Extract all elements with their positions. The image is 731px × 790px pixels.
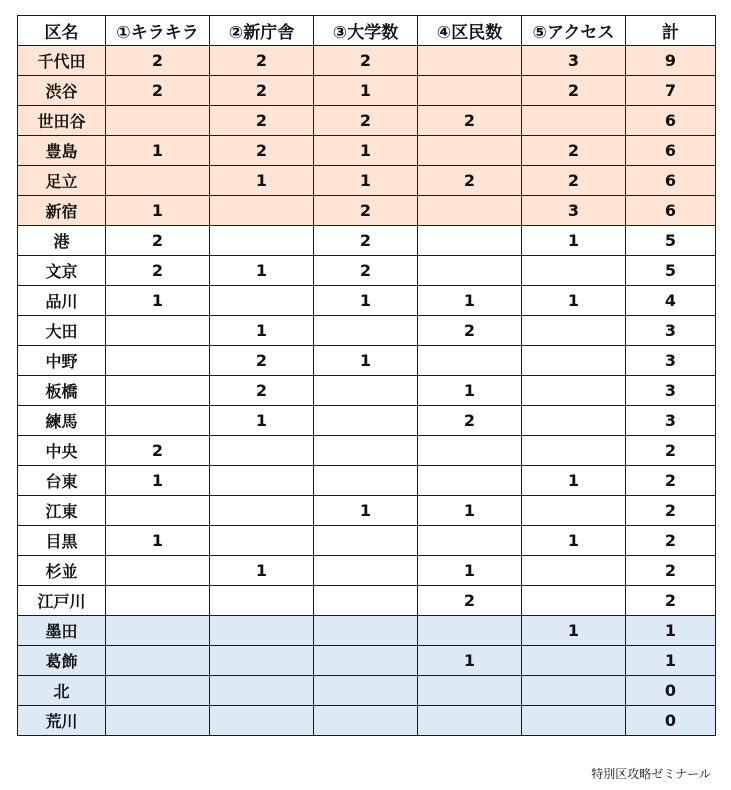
cell-residents xyxy=(418,436,522,466)
cell-access xyxy=(522,706,626,736)
cell-universities: 2 xyxy=(314,106,418,136)
cell-ward-name: 豊島 xyxy=(18,136,106,166)
cell-access xyxy=(522,316,626,346)
cell-new-office xyxy=(210,706,314,736)
cell-access xyxy=(522,376,626,406)
cell-ward-name: 台東 xyxy=(18,466,106,496)
cell-residents xyxy=(418,676,522,706)
cell-universities: 1 xyxy=(314,136,418,166)
cell-kirakira xyxy=(106,346,210,376)
cell-new-office xyxy=(210,196,314,226)
cell-total: 0 xyxy=(626,676,716,706)
header-new-office: ②新庁舎 xyxy=(210,16,314,46)
cell-total: 4 xyxy=(626,286,716,316)
cell-universities: 2 xyxy=(314,46,418,76)
cell-universities xyxy=(314,676,418,706)
cell-kirakira xyxy=(106,586,210,616)
cell-new-office xyxy=(210,646,314,676)
cell-access xyxy=(522,406,626,436)
cell-ward-name: 墨田 xyxy=(18,616,106,646)
table-row xyxy=(18,76,716,106)
cell-universities xyxy=(314,316,418,346)
table-row xyxy=(18,706,716,736)
cell-kirakira: 1 xyxy=(106,196,210,226)
cell-new-office: 1 xyxy=(210,166,314,196)
cell-ward-name: 品川 xyxy=(18,286,106,316)
cell-new-office xyxy=(210,286,314,316)
cell-access: 1 xyxy=(522,616,626,646)
cell-residents: 2 xyxy=(418,586,522,616)
cell-new-office xyxy=(210,526,314,556)
cell-residents: 1 xyxy=(418,376,522,406)
header-kirakira: ①キラキラ xyxy=(106,16,210,46)
cell-universities xyxy=(314,556,418,586)
cell-residents: 2 xyxy=(418,316,522,346)
cell-ward-name: 新宿 xyxy=(18,196,106,226)
cell-ward-name: 港 xyxy=(18,226,106,256)
cell-ward-name: 中野 xyxy=(18,346,106,376)
cell-ward-name: 北 xyxy=(18,676,106,706)
table-row xyxy=(18,646,716,676)
cell-residents xyxy=(418,466,522,496)
cell-kirakira xyxy=(106,616,210,646)
cell-universities xyxy=(314,406,418,436)
cell-access: 2 xyxy=(522,166,626,196)
cell-ward-name: 杉並 xyxy=(18,556,106,586)
cell-access: 1 xyxy=(522,286,626,316)
cell-new-office xyxy=(210,436,314,466)
cell-total: 7 xyxy=(626,76,716,106)
cell-total: 2 xyxy=(626,436,716,466)
cell-universities: 1 xyxy=(314,346,418,376)
cell-residents: 2 xyxy=(418,166,522,196)
cell-kirakira xyxy=(106,676,210,706)
cell-new-office: 1 xyxy=(210,556,314,586)
table-row xyxy=(18,436,716,466)
cell-total: 3 xyxy=(626,346,716,376)
cell-universities xyxy=(314,436,418,466)
table-row xyxy=(18,226,716,256)
cell-total: 1 xyxy=(626,646,716,676)
table-body xyxy=(18,46,716,736)
cell-ward-name: 葛飾 xyxy=(18,646,106,676)
cell-residents xyxy=(418,616,522,646)
cell-total: 2 xyxy=(626,556,716,586)
cell-total: 5 xyxy=(626,256,716,286)
cell-kirakira: 2 xyxy=(106,256,210,286)
cell-new-office xyxy=(210,586,314,616)
cell-new-office: 1 xyxy=(210,406,314,436)
cell-universities: 2 xyxy=(314,256,418,286)
cell-kirakira xyxy=(106,376,210,406)
cell-residents: 1 xyxy=(418,556,522,586)
cell-kirakira: 1 xyxy=(106,286,210,316)
cell-new-office: 1 xyxy=(210,316,314,346)
cell-total: 6 xyxy=(626,166,716,196)
cell-kirakira: 1 xyxy=(106,466,210,496)
cell-ward-name: 世田谷 xyxy=(18,106,106,136)
cell-access xyxy=(522,556,626,586)
cell-total: 2 xyxy=(626,496,716,526)
cell-total: 3 xyxy=(626,316,716,346)
table-row xyxy=(18,466,716,496)
cell-access: 2 xyxy=(522,136,626,166)
table-row xyxy=(18,616,716,646)
cell-ward-name: 千代田 xyxy=(18,46,106,76)
table-row xyxy=(18,106,716,136)
cell-new-office xyxy=(210,226,314,256)
cell-total: 2 xyxy=(626,586,716,616)
cell-ward-name: 渋谷 xyxy=(18,76,106,106)
cell-access: 1 xyxy=(522,226,626,256)
cell-residents xyxy=(418,136,522,166)
cell-total: 3 xyxy=(626,376,716,406)
cell-kirakira: 2 xyxy=(106,436,210,466)
table-row xyxy=(18,586,716,616)
header-ward-name: 区名 xyxy=(18,16,106,46)
cell-universities: 1 xyxy=(314,286,418,316)
cell-access: 3 xyxy=(522,196,626,226)
cell-kirakira: 2 xyxy=(106,46,210,76)
cell-kirakira xyxy=(106,406,210,436)
cell-kirakira xyxy=(106,556,210,586)
table-row xyxy=(18,316,716,346)
cell-universities xyxy=(314,616,418,646)
cell-kirakira xyxy=(106,106,210,136)
table-row xyxy=(18,406,716,436)
cell-access: 3 xyxy=(522,46,626,76)
credit-text: 特別区攻略ゼミナール xyxy=(591,767,711,781)
cell-residents xyxy=(418,346,522,376)
table-row xyxy=(18,496,716,526)
cell-kirakira xyxy=(106,706,210,736)
cell-residents: 1 xyxy=(418,286,522,316)
cell-total: 0 xyxy=(626,706,716,736)
cell-access: 1 xyxy=(522,466,626,496)
cell-residents xyxy=(418,46,522,76)
cell-access xyxy=(522,256,626,286)
cell-universities xyxy=(314,586,418,616)
cell-total: 2 xyxy=(626,526,716,556)
cell-total: 6 xyxy=(626,196,716,226)
cell-universities: 1 xyxy=(314,76,418,106)
cell-access xyxy=(522,346,626,376)
cell-kirakira xyxy=(106,316,210,346)
table-row xyxy=(18,196,716,226)
cell-ward-name: 江戸川 xyxy=(18,586,106,616)
cell-new-office: 2 xyxy=(210,76,314,106)
table-row xyxy=(18,526,716,556)
cell-residents xyxy=(418,76,522,106)
cell-access xyxy=(522,586,626,616)
cell-total: 2 xyxy=(626,466,716,496)
header-universities: ③大学数 xyxy=(314,16,418,46)
header-access: ⑤アクセス xyxy=(522,16,626,46)
cell-universities: 2 xyxy=(314,196,418,226)
cell-residents: 1 xyxy=(418,646,522,676)
cell-access: 2 xyxy=(522,76,626,106)
table-row xyxy=(18,346,716,376)
table-row xyxy=(18,166,716,196)
cell-kirakira: 1 xyxy=(106,136,210,166)
ward-score-table xyxy=(17,15,716,736)
cell-ward-name: 大田 xyxy=(18,316,106,346)
cell-residents xyxy=(418,226,522,256)
cell-kirakira xyxy=(106,646,210,676)
cell-residents: 2 xyxy=(418,106,522,136)
cell-new-office xyxy=(210,466,314,496)
cell-access xyxy=(522,676,626,706)
cell-new-office: 2 xyxy=(210,346,314,376)
table-row xyxy=(18,46,716,76)
cell-universities xyxy=(314,376,418,406)
cell-ward-name: 荒川 xyxy=(18,706,106,736)
cell-new-office xyxy=(210,496,314,526)
cell-universities xyxy=(314,466,418,496)
cell-ward-name: 文京 xyxy=(18,256,106,286)
cell-kirakira: 2 xyxy=(106,76,210,106)
cell-new-office: 2 xyxy=(210,136,314,166)
table-row xyxy=(18,286,716,316)
cell-ward-name: 江東 xyxy=(18,496,106,526)
table-row xyxy=(18,256,716,286)
cell-ward-name: 板橋 xyxy=(18,376,106,406)
cell-total: 3 xyxy=(626,406,716,436)
header-total: 計 xyxy=(626,16,716,46)
cell-total: 5 xyxy=(626,226,716,256)
table-row xyxy=(18,676,716,706)
cell-kirakira xyxy=(106,496,210,526)
table-row xyxy=(18,556,716,586)
cell-new-office xyxy=(210,616,314,646)
header-row xyxy=(18,16,716,46)
cell-universities: 1 xyxy=(314,166,418,196)
cell-access xyxy=(522,646,626,676)
cell-access xyxy=(522,436,626,466)
cell-ward-name: 練馬 xyxy=(18,406,106,436)
cell-universities: 1 xyxy=(314,496,418,526)
header-residents: ④区民数 xyxy=(418,16,522,46)
cell-universities xyxy=(314,526,418,556)
cell-total: 9 xyxy=(626,46,716,76)
cell-new-office: 1 xyxy=(210,256,314,286)
cell-residents xyxy=(418,526,522,556)
table-row xyxy=(18,376,716,406)
cell-ward-name: 足立 xyxy=(18,166,106,196)
cell-kirakira xyxy=(106,166,210,196)
cell-universities xyxy=(314,646,418,676)
cell-total: 6 xyxy=(626,136,716,166)
table-row xyxy=(18,136,716,166)
cell-new-office xyxy=(210,676,314,706)
cell-access xyxy=(522,106,626,136)
cell-kirakira: 2 xyxy=(106,226,210,256)
cell-total: 6 xyxy=(626,106,716,136)
cell-new-office: 2 xyxy=(210,46,314,76)
cell-universities xyxy=(314,706,418,736)
cell-ward-name: 中央 xyxy=(18,436,106,466)
cell-new-office: 2 xyxy=(210,376,314,406)
cell-kirakira: 1 xyxy=(106,526,210,556)
cell-access xyxy=(522,496,626,526)
cell-residents xyxy=(418,196,522,226)
cell-residents xyxy=(418,706,522,736)
cell-residents xyxy=(418,256,522,286)
cell-ward-name: 目黒 xyxy=(18,526,106,556)
cell-residents: 1 xyxy=(418,496,522,526)
cell-universities: 2 xyxy=(314,226,418,256)
cell-new-office: 2 xyxy=(210,106,314,136)
cell-total: 1 xyxy=(626,616,716,646)
cell-access: 1 xyxy=(522,526,626,556)
cell-residents: 2 xyxy=(418,406,522,436)
